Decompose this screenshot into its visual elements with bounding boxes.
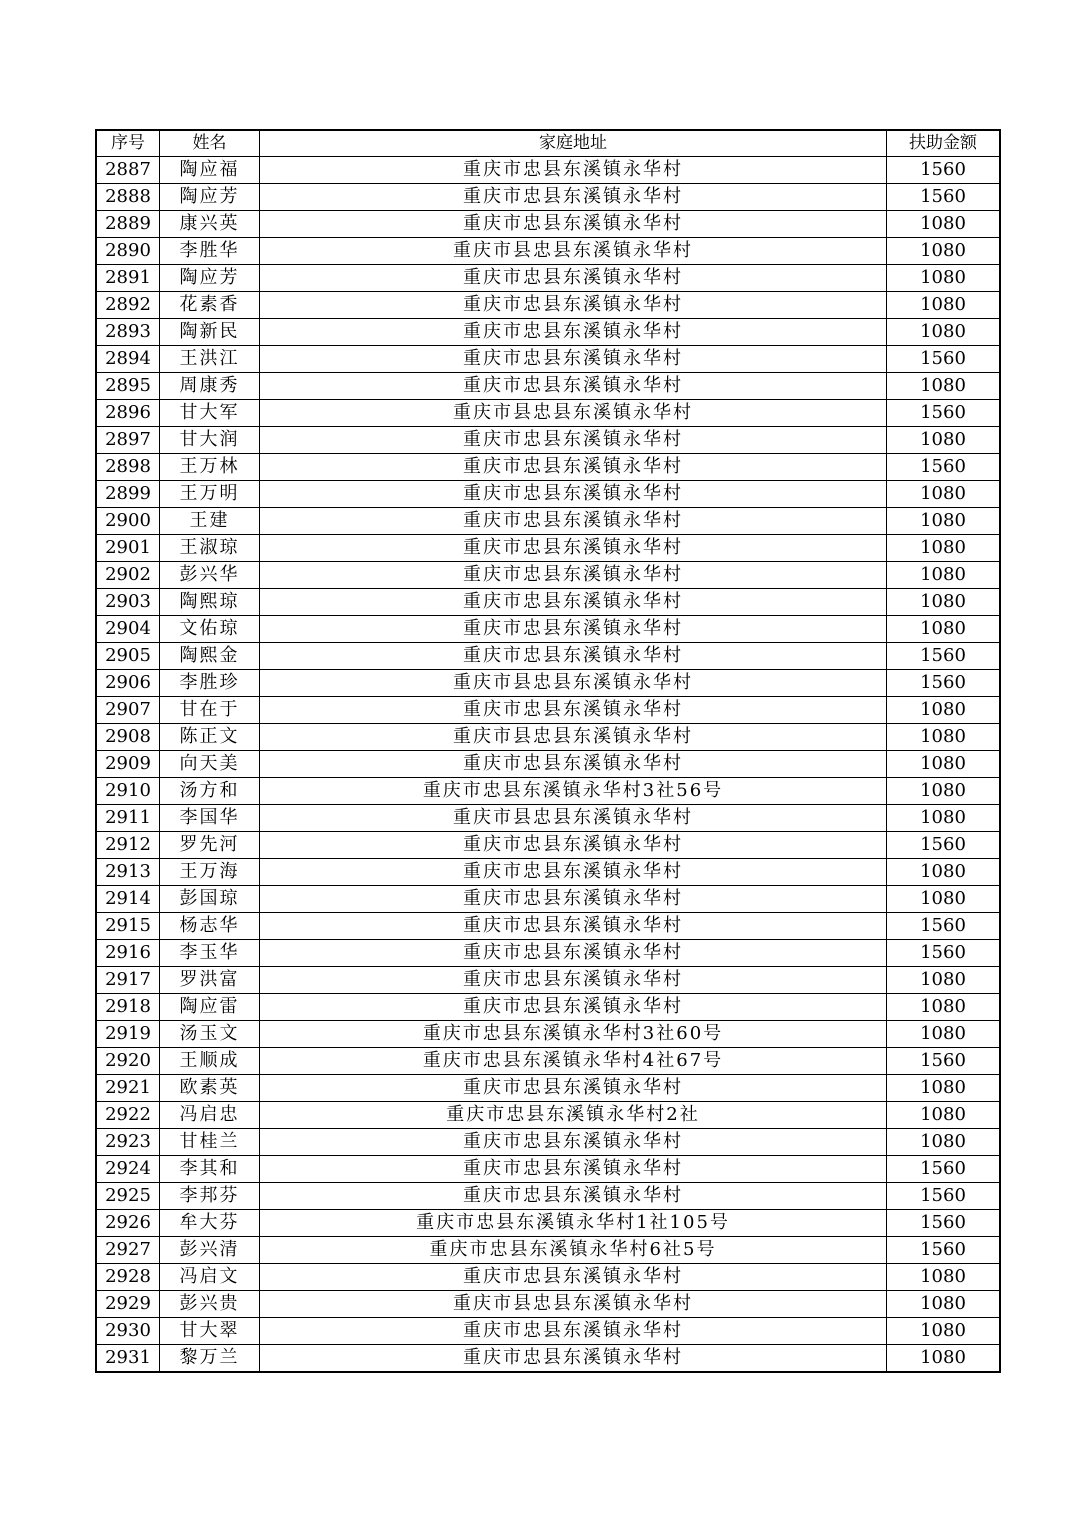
cell-amount: 1080 xyxy=(887,967,1000,994)
table-body xyxy=(97,157,1000,1372)
table-row xyxy=(97,724,1000,751)
cell-amount: 1560 xyxy=(887,346,1000,373)
header-name: 姓名 xyxy=(160,131,260,157)
cell-amount: 1560 xyxy=(887,157,1000,184)
cell-address: 重庆市忠县东溪镇永华村2社 xyxy=(260,1102,887,1129)
cell-amount: 1080 xyxy=(887,616,1000,643)
cell-address: 重庆市忠县东溪镇永华村 xyxy=(260,751,887,778)
cell-amount: 1080 xyxy=(887,778,1000,805)
cell-address: 重庆市忠县东溪镇永华村 xyxy=(260,1264,887,1291)
table-row xyxy=(97,886,1000,913)
cell-name: 杨志华 xyxy=(160,913,260,940)
cell-address: 重庆市县忠县东溪镇永华村 xyxy=(260,724,887,751)
cell-amount: 1080 xyxy=(887,589,1000,616)
table-row xyxy=(97,1102,1000,1129)
cell-amount: 1080 xyxy=(887,886,1000,913)
table-row xyxy=(97,508,1000,535)
cell-address: 重庆市县忠县东溪镇永华村 xyxy=(260,238,887,265)
cell-name: 李玉华 xyxy=(160,940,260,967)
cell-address: 重庆市忠县东溪镇永华村 xyxy=(260,319,887,346)
table-row xyxy=(97,589,1000,616)
cell-seq: 2902 xyxy=(97,562,160,589)
cell-amount: 1080 xyxy=(887,292,1000,319)
cell-amount: 1080 xyxy=(887,1291,1000,1318)
cell-address: 重庆市忠县东溪镇永华村 xyxy=(260,832,887,859)
cell-address: 重庆市忠县东溪镇永华村 xyxy=(260,157,887,184)
cell-address: 重庆市忠县东溪镇永华村 xyxy=(260,994,887,1021)
cell-amount: 1080 xyxy=(887,697,1000,724)
cell-seq: 2915 xyxy=(97,913,160,940)
cell-seq: 2899 xyxy=(97,481,160,508)
cell-name: 王万林 xyxy=(160,454,260,481)
cell-amount: 1560 xyxy=(887,1048,1000,1075)
cell-address: 重庆市忠县东溪镇永华村 xyxy=(260,967,887,994)
cell-seq: 2912 xyxy=(97,832,160,859)
table-row xyxy=(97,778,1000,805)
cell-address: 重庆市忠县东溪镇永华村1社105号 xyxy=(260,1210,887,1237)
cell-name: 陶熙琼 xyxy=(160,589,260,616)
table-row xyxy=(97,832,1000,859)
cell-seq: 2907 xyxy=(97,697,160,724)
cell-seq: 2929 xyxy=(97,1291,160,1318)
cell-address: 重庆市忠县东溪镇永华村 xyxy=(260,346,887,373)
cell-seq: 2903 xyxy=(97,589,160,616)
table-row xyxy=(97,913,1000,940)
cell-amount: 1080 xyxy=(887,805,1000,832)
cell-seq: 2930 xyxy=(97,1318,160,1345)
cell-address: 重庆市县忠县东溪镇永华村 xyxy=(260,805,887,832)
cell-amount: 1560 xyxy=(887,670,1000,697)
cell-address: 重庆市县忠县东溪镇永华村 xyxy=(260,670,887,697)
table-row xyxy=(97,1318,1000,1345)
cell-amount: 1080 xyxy=(887,724,1000,751)
cell-name: 甘大军 xyxy=(160,400,260,427)
cell-address: 重庆市县忠县东溪镇永华村 xyxy=(260,400,887,427)
cell-name: 王万海 xyxy=(160,859,260,886)
cell-address: 重庆市忠县东溪镇永华村 xyxy=(260,292,887,319)
cell-amount: 1560 xyxy=(887,913,1000,940)
cell-name: 陶熙金 xyxy=(160,643,260,670)
cell-address: 重庆市忠县东溪镇永华村 xyxy=(260,481,887,508)
cell-seq: 2897 xyxy=(97,427,160,454)
cell-seq: 2906 xyxy=(97,670,160,697)
cell-seq: 2888 xyxy=(97,184,160,211)
cell-address: 重庆市忠县东溪镇永华村 xyxy=(260,1075,887,1102)
table-row xyxy=(97,1237,1000,1264)
table-row xyxy=(97,859,1000,886)
cell-name: 汤方和 xyxy=(160,778,260,805)
table-row xyxy=(97,967,1000,994)
cell-name: 周康秀 xyxy=(160,373,260,400)
cell-amount: 1080 xyxy=(887,508,1000,535)
cell-address: 重庆市忠县东溪镇永华村3社60号 xyxy=(260,1021,887,1048)
cell-name: 陶应芳 xyxy=(160,184,260,211)
cell-address: 重庆市忠县东溪镇永华村 xyxy=(260,184,887,211)
cell-name: 牟大芬 xyxy=(160,1210,260,1237)
assistance-roster-table xyxy=(96,130,1000,1372)
table-row xyxy=(97,562,1000,589)
table-row xyxy=(97,481,1000,508)
cell-name: 李国华 xyxy=(160,805,260,832)
cell-seq: 2894 xyxy=(97,346,160,373)
table-row xyxy=(97,346,1000,373)
cell-amount: 1560 xyxy=(887,184,1000,211)
table-row xyxy=(97,670,1000,697)
cell-name: 王淑琼 xyxy=(160,535,260,562)
cell-name: 花素香 xyxy=(160,292,260,319)
table-row xyxy=(97,292,1000,319)
cell-address: 重庆市忠县东溪镇永华村 xyxy=(260,1318,887,1345)
table-row xyxy=(97,616,1000,643)
cell-amount: 1080 xyxy=(887,859,1000,886)
cell-seq: 2931 xyxy=(97,1345,160,1372)
cell-address: 重庆市忠县东溪镇永华村6社5号 xyxy=(260,1237,887,1264)
table-row xyxy=(97,940,1000,967)
table-row xyxy=(97,157,1000,184)
cell-address: 重庆市忠县东溪镇永华村 xyxy=(260,697,887,724)
cell-amount: 1080 xyxy=(887,1318,1000,1345)
cell-name: 陶应雷 xyxy=(160,994,260,1021)
cell-address: 重庆市忠县东溪镇永华村 xyxy=(260,616,887,643)
table-row xyxy=(97,211,1000,238)
cell-amount: 1080 xyxy=(887,211,1000,238)
cell-seq: 2896 xyxy=(97,400,160,427)
cell-seq: 2911 xyxy=(97,805,160,832)
cell-name: 彭兴华 xyxy=(160,562,260,589)
cell-address: 重庆市忠县东溪镇永华村 xyxy=(260,1183,887,1210)
cell-address: 重庆市忠县东溪镇永华村 xyxy=(260,1129,887,1156)
table-row xyxy=(97,373,1000,400)
cell-seq: 2898 xyxy=(97,454,160,481)
cell-address: 重庆市忠县东溪镇永华村 xyxy=(260,535,887,562)
table-row xyxy=(97,1264,1000,1291)
cell-name: 甘大翠 xyxy=(160,1318,260,1345)
cell-seq: 2922 xyxy=(97,1102,160,1129)
cell-seq: 2918 xyxy=(97,994,160,1021)
cell-amount: 1080 xyxy=(887,427,1000,454)
cell-amount: 1560 xyxy=(887,643,1000,670)
table-row xyxy=(97,697,1000,724)
cell-seq: 2909 xyxy=(97,751,160,778)
cell-seq: 2891 xyxy=(97,265,160,292)
cell-seq: 2917 xyxy=(97,967,160,994)
cell-address: 重庆市忠县东溪镇永华村 xyxy=(260,886,887,913)
cell-address: 重庆市县忠县东溪镇永华村 xyxy=(260,1291,887,1318)
cell-address: 重庆市忠县东溪镇永华村 xyxy=(260,373,887,400)
table-row xyxy=(97,643,1000,670)
cell-amount: 1080 xyxy=(887,1021,1000,1048)
cell-name: 王洪江 xyxy=(160,346,260,373)
table-row xyxy=(97,805,1000,832)
cell-name: 汤玉文 xyxy=(160,1021,260,1048)
cell-amount: 1080 xyxy=(887,1345,1000,1372)
table-row xyxy=(97,427,1000,454)
cell-seq: 2900 xyxy=(97,508,160,535)
cell-amount: 1080 xyxy=(887,994,1000,1021)
cell-address: 重庆市忠县东溪镇永华村 xyxy=(260,643,887,670)
cell-seq: 2910 xyxy=(97,778,160,805)
cell-amount: 1080 xyxy=(887,1129,1000,1156)
cell-seq: 2925 xyxy=(97,1183,160,1210)
cell-seq: 2887 xyxy=(97,157,160,184)
cell-amount: 1560 xyxy=(887,1156,1000,1183)
cell-address: 重庆市忠县东溪镇永华村 xyxy=(260,211,887,238)
table-row xyxy=(97,454,1000,481)
cell-name: 李胜华 xyxy=(160,238,260,265)
cell-seq: 2927 xyxy=(97,1237,160,1264)
cell-name: 王顺成 xyxy=(160,1048,260,1075)
cell-seq: 2889 xyxy=(97,211,160,238)
cell-address: 重庆市忠县东溪镇永华村3社56号 xyxy=(260,778,887,805)
cell-name: 黎万兰 xyxy=(160,1345,260,1372)
cell-address: 重庆市忠县东溪镇永华村 xyxy=(260,1156,887,1183)
cell-amount: 1080 xyxy=(887,535,1000,562)
cell-name: 欧素英 xyxy=(160,1075,260,1102)
cell-seq: 2904 xyxy=(97,616,160,643)
cell-name: 冯启忠 xyxy=(160,1102,260,1129)
cell-amount: 1080 xyxy=(887,265,1000,292)
cell-name: 文佑琼 xyxy=(160,616,260,643)
cell-seq: 2923 xyxy=(97,1129,160,1156)
cell-amount: 1560 xyxy=(887,1183,1000,1210)
cell-seq: 2924 xyxy=(97,1156,160,1183)
cell-seq: 2901 xyxy=(97,535,160,562)
cell-amount: 1080 xyxy=(887,319,1000,346)
table-row xyxy=(97,1021,1000,1048)
cell-seq: 2921 xyxy=(97,1075,160,1102)
header-seq: 序号 xyxy=(97,131,160,157)
cell-amount: 1560 xyxy=(887,832,1000,859)
cell-name: 陶新民 xyxy=(160,319,260,346)
cell-amount: 1080 xyxy=(887,1102,1000,1129)
cell-seq: 2920 xyxy=(97,1048,160,1075)
cell-address: 重庆市忠县东溪镇永华村 xyxy=(260,859,887,886)
cell-seq: 2905 xyxy=(97,643,160,670)
table-row xyxy=(97,1183,1000,1210)
cell-seq: 2914 xyxy=(97,886,160,913)
cell-amount: 1080 xyxy=(887,1264,1000,1291)
cell-name: 王万明 xyxy=(160,481,260,508)
table-row xyxy=(97,1291,1000,1318)
cell-name: 王建 xyxy=(160,508,260,535)
cell-seq: 2916 xyxy=(97,940,160,967)
cell-seq: 2928 xyxy=(97,1264,160,1291)
cell-name: 陈正文 xyxy=(160,724,260,751)
cell-name: 罗先河 xyxy=(160,832,260,859)
table-row xyxy=(97,1048,1000,1075)
cell-name: 向天美 xyxy=(160,751,260,778)
cell-amount: 1080 xyxy=(887,562,1000,589)
cell-address: 重庆市忠县东溪镇永华村 xyxy=(260,454,887,481)
cell-name: 康兴英 xyxy=(160,211,260,238)
cell-address: 重庆市忠县东溪镇永华村 xyxy=(260,508,887,535)
cell-seq: 2908 xyxy=(97,724,160,751)
cell-amount: 1080 xyxy=(887,238,1000,265)
cell-seq: 2913 xyxy=(97,859,160,886)
cell-amount: 1080 xyxy=(887,481,1000,508)
cell-seq: 2893 xyxy=(97,319,160,346)
cell-seq: 2890 xyxy=(97,238,160,265)
cell-name: 陶应福 xyxy=(160,157,260,184)
cell-name: 李胜珍 xyxy=(160,670,260,697)
cell-address: 重庆市忠县东溪镇永华村 xyxy=(260,427,887,454)
cell-amount: 1560 xyxy=(887,400,1000,427)
cell-address: 重庆市忠县东溪镇永华村 xyxy=(260,562,887,589)
cell-amount: 1080 xyxy=(887,373,1000,400)
table-row xyxy=(97,1075,1000,1102)
table-row xyxy=(97,265,1000,292)
cell-name: 彭国琼 xyxy=(160,886,260,913)
cell-address: 重庆市忠县东溪镇永华村 xyxy=(260,940,887,967)
cell-name: 甘桂兰 xyxy=(160,1129,260,1156)
cell-name: 甘大润 xyxy=(160,427,260,454)
table-row xyxy=(97,994,1000,1021)
table-row xyxy=(97,238,1000,265)
cell-name: 彭兴清 xyxy=(160,1237,260,1264)
cell-address: 重庆市忠县东溪镇永华村 xyxy=(260,589,887,616)
cell-name: 李其和 xyxy=(160,1156,260,1183)
table-row xyxy=(97,1345,1000,1372)
cell-address: 重庆市忠县东溪镇永华村 xyxy=(260,913,887,940)
cell-name: 罗洪富 xyxy=(160,967,260,994)
table-header-row xyxy=(97,131,1000,157)
header-address: 家庭地址 xyxy=(260,131,887,157)
cell-seq: 2919 xyxy=(97,1021,160,1048)
cell-address: 重庆市忠县东溪镇永华村4社67号 xyxy=(260,1048,887,1075)
cell-name: 甘在于 xyxy=(160,697,260,724)
cell-amount: 1560 xyxy=(887,1210,1000,1237)
cell-amount: 1560 xyxy=(887,940,1000,967)
cell-address: 重庆市忠县东溪镇永华村 xyxy=(260,265,887,292)
table-row xyxy=(97,1129,1000,1156)
cell-address: 重庆市忠县东溪镇永华村 xyxy=(260,1345,887,1372)
table-row xyxy=(97,535,1000,562)
cell-seq: 2926 xyxy=(97,1210,160,1237)
cell-name: 冯启文 xyxy=(160,1264,260,1291)
cell-amount: 1080 xyxy=(887,751,1000,778)
cell-seq: 2892 xyxy=(97,292,160,319)
table-row xyxy=(97,400,1000,427)
table-row xyxy=(97,751,1000,778)
cell-seq: 2895 xyxy=(97,373,160,400)
cell-amount: 1560 xyxy=(887,454,1000,481)
cell-name: 彭兴贵 xyxy=(160,1291,260,1318)
cell-amount: 1560 xyxy=(887,1237,1000,1264)
table-row xyxy=(97,1210,1000,1237)
header-amount: 扶助金额 xyxy=(887,131,1000,157)
table-row xyxy=(97,1156,1000,1183)
cell-name: 李邦芬 xyxy=(160,1183,260,1210)
cell-name: 陶应芳 xyxy=(160,265,260,292)
table-row xyxy=(97,319,1000,346)
cell-amount: 1080 xyxy=(887,1075,1000,1102)
table-row xyxy=(97,184,1000,211)
